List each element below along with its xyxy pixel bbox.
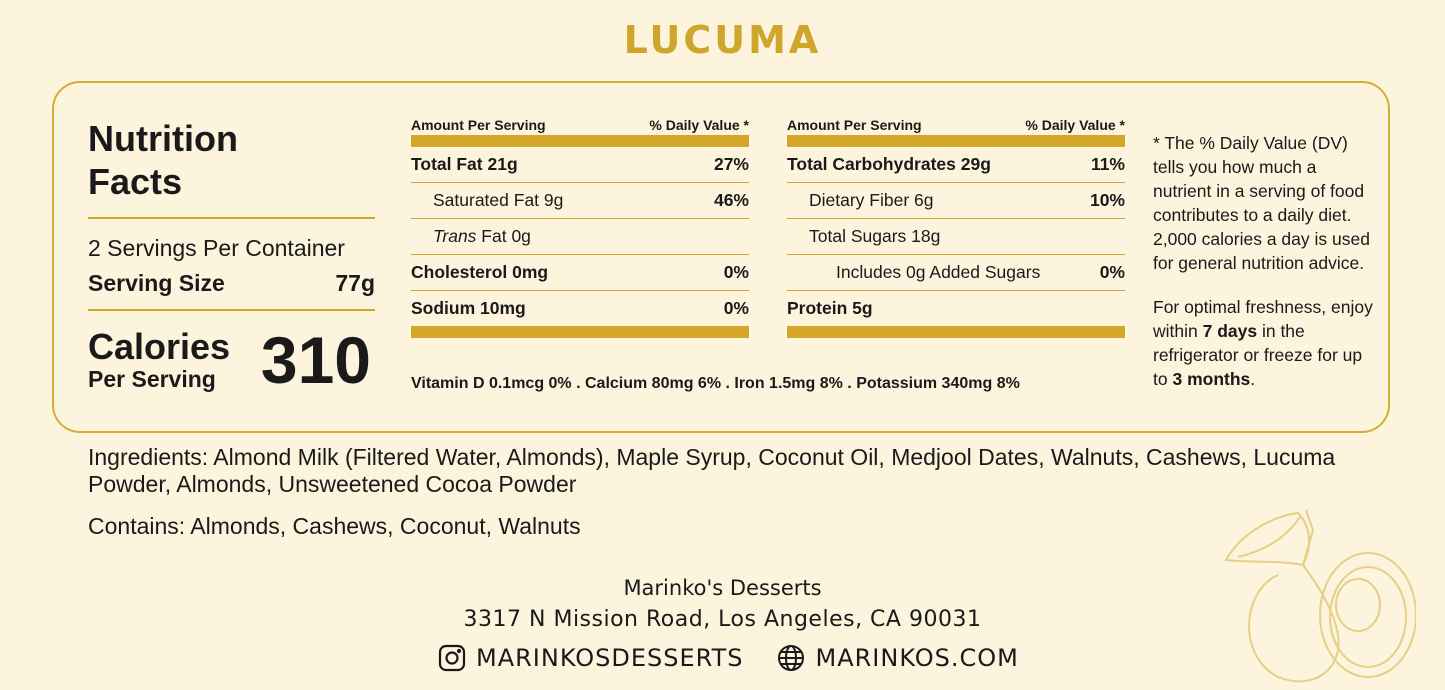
globe-icon[interactable] bbox=[777, 644, 805, 672]
nutrient-row: Cholesterol 0mg 0% bbox=[411, 255, 749, 291]
product-title: LUCUMA bbox=[623, 18, 822, 62]
nutrient-row: Sodium 10mg 0% bbox=[411, 298, 749, 318]
company-name: Marinko's Desserts bbox=[623, 576, 822, 600]
calories-per-serving: Per Serving bbox=[88, 365, 216, 392]
daily-value-header: % Daily Value * bbox=[1025, 117, 1125, 133]
website-link[interactable]: MARINKOS.COM bbox=[815, 644, 1019, 672]
amount-per-serving-header: Amount Per Serving bbox=[411, 117, 546, 133]
nutrient-row: Trans Fat 0g bbox=[411, 219, 749, 255]
thick-bar bbox=[787, 326, 1125, 338]
calories-value: 310 bbox=[260, 323, 371, 397]
instagram-handle[interactable]: MARINKOSDESSERTS bbox=[476, 644, 744, 672]
thick-bar bbox=[411, 326, 749, 338]
nutrient-table-fats bbox=[411, 117, 749, 338]
company-address: 3317 N Mission Road, Los Angeles, CA 90031 bbox=[463, 607, 982, 632]
nutrition-facts-title: Nutrition Facts bbox=[88, 118, 238, 202]
daily-value-note bbox=[1153, 131, 1373, 391]
divider bbox=[88, 217, 375, 219]
calories-label: Calories bbox=[88, 325, 231, 367]
nutrient-row: Includes 0g Added Sugars 0% bbox=[787, 255, 1125, 291]
nutrient-row: Total Sugars 18g bbox=[787, 219, 1125, 255]
servings-per-container: 2 Servings Per Container bbox=[88, 235, 345, 261]
social-links bbox=[438, 644, 1019, 672]
nutrient-table-carbs bbox=[787, 117, 1125, 338]
ingredients: Ingredients: Almond Milk (Filtered Water, Almonds), Maple Syrup, Coconut Oil, Medjool Dates, Walnuts, Cashews, Lucuma Powder, Almonds, Unsweetened Cocoa Powder bbox=[88, 444, 1336, 497]
calories bbox=[88, 325, 375, 395]
nutrient-row: Saturated Fat 9g 46% bbox=[411, 183, 749, 219]
dv-explanation: * The % Daily Value (DV) tells you how much a nutrient in a serving of food contributes to a daily diet. 2,000 calories a day is used for general nutrition advice. bbox=[1153, 133, 1370, 273]
amount-per-serving-header: Amount Per Serving bbox=[787, 117, 922, 133]
freshness-note: For optimal freshness, enjoy within 7 days in the refrigerator or freeze for up to 3 months. bbox=[1153, 297, 1373, 389]
daily-value-header: % Daily Value * bbox=[649, 117, 749, 133]
vitamins-minerals: Vitamin D 0.1mcg 0% . Calcium 80mg 6% . Iron 1.5mg 8% . Potassium 340mg 8% bbox=[411, 375, 1020, 392]
nutrient-row: Dietary Fiber 6g 10% bbox=[787, 183, 1125, 219]
serving-size: Serving Size 77g bbox=[88, 270, 375, 296]
nutrition-facts-summary bbox=[88, 117, 375, 395]
allergens: Contains: Almonds, Cashews, Coconut, Walnuts bbox=[88, 513, 581, 539]
nutrient-row: Total Carbohydrates 29g 11% bbox=[787, 147, 1125, 183]
nutrient-row: Total Fat 21g 27% bbox=[411, 147, 749, 183]
instagram-icon[interactable] bbox=[438, 644, 466, 672]
thick-bar bbox=[411, 135, 749, 147]
nutrient-row: Protein 5g bbox=[787, 298, 873, 318]
thick-bar bbox=[787, 135, 1125, 147]
divider bbox=[88, 309, 375, 311]
